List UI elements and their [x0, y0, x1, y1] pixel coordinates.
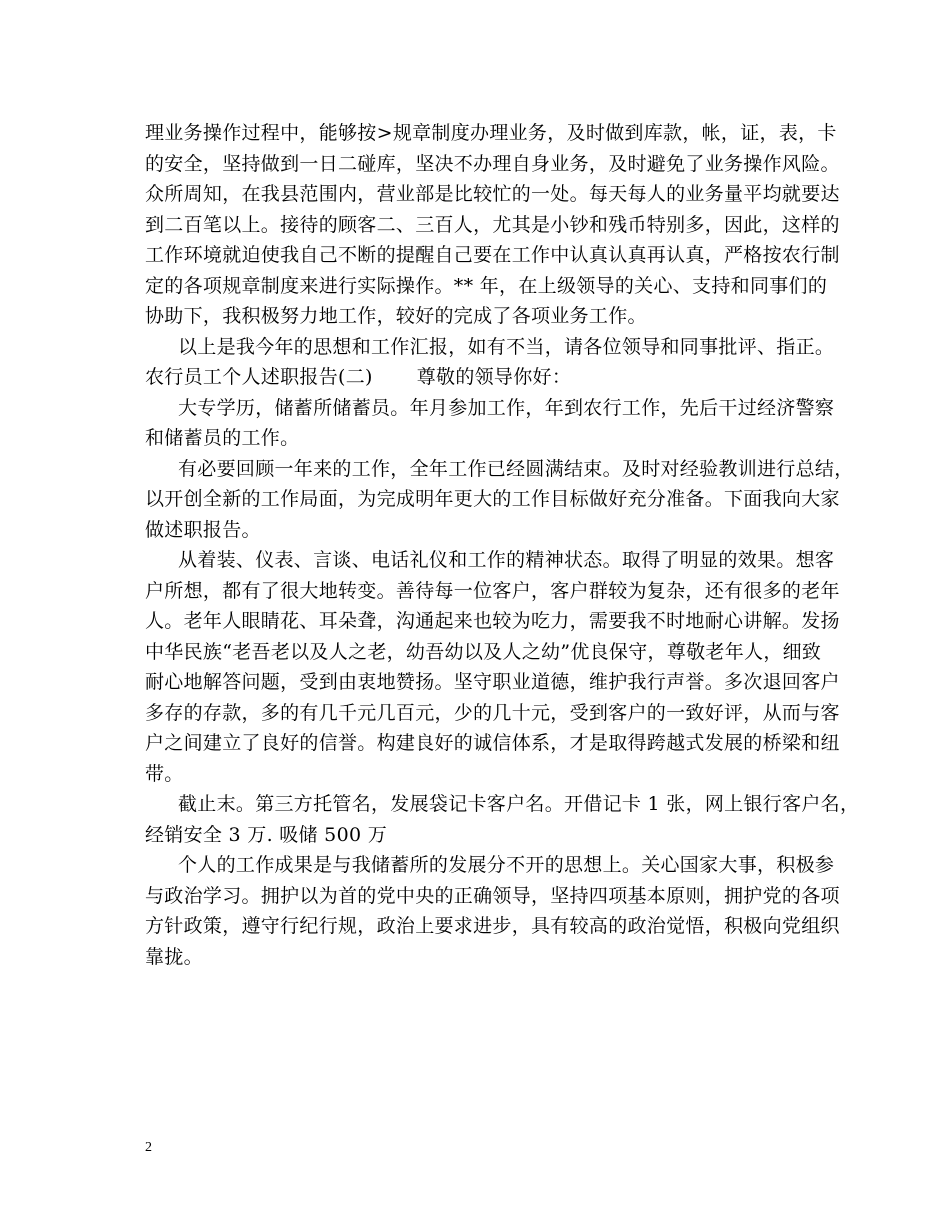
text-line: 经销安全 3 万. 吸储 500 万 — [145, 823, 387, 846]
text-line: 定的各项规章制度来进行实际操作。** 年，在上级领导的关心、支持和同事们的 — [145, 274, 828, 297]
text-line: 以开创全新的工作局面，为完成明年更大的工作目标做好充分准备。下面我向大家 — [145, 488, 840, 510]
text-line: 到二百笔以上。接待的顾客二、三百人，尤其是小钞和残币特别多，因此，这样的 — [145, 213, 840, 236]
text-line: 和储蓄员的工作。 — [145, 427, 300, 449]
text-line: 耐心地解答问题，受到由衷地赞扬。坚守职业道德，维护我行声誉。多次退回客户 — [145, 671, 840, 693]
text-line: 户之间建立了良好的信誉。构建良好的诚信体系，才是取得跨越式发展的桥梁和纽 — [145, 732, 840, 754]
text-line: 有必要回顾一年来的工作，全年工作已经圆满结束。及时对经验教训进行总结， — [178, 457, 854, 480]
text-line: 个人的工作成果是与我储蓄所的发展分不开的思想上。关心国家大事，积极参 — [178, 854, 835, 876]
text-line: 中华民族“老吾老以及人之老，幼吾幼以及人之幼”优良保守，尊敬老年人，细致 — [145, 640, 822, 663]
text-line: 众所周知，在我县范围内，营业部是比较忙的一处。每天每人的业务量平均就要达 — [145, 183, 840, 205]
text-line: 理业务操作过程中，能够按>规章制度办理业务，及时做到库款，帐，证，表，卡 — [145, 122, 837, 144]
text-line: 方针政策，遵守行纪行规，政治上要求进步，具有较高的政治觉悟，积极向党组织 — [145, 915, 840, 937]
text-line: 工作环境就迫使我自己不断的提醒自己要在工作中认真认真再认真，严格按农行制 — [145, 244, 840, 266]
body-text — [145, 118, 860, 972]
page-number: 2 — [145, 1140, 152, 1155]
text-line: 户所想，都有了很大地转变。善待每一位客户，客户群较为复杂，还有很多的老年 — [145, 579, 840, 602]
text-line: 截止末。第三方托管名，发展袋记卡客户名。开借记卡 1 张，网上银行客户名， — [178, 793, 860, 815]
section-title: 农行员工个人述职报告(二) — [145, 366, 373, 388]
text-line: 协助下，我积极努力地工作，较好的完成了各项业务工作。 — [145, 305, 647, 327]
text-line: 与政治学习。拥护以为首的党中央的正确领导，坚持四项基本原则，拥护党的各项 — [145, 884, 840, 907]
salutation: 尊敬的领导你好： — [416, 366, 572, 388]
text-line: 以上是我今年的思想和工作汇报，如有不当，请各位领导和同事批评、指正。 — [178, 335, 835, 358]
text-line: 人。老年人眼睛花、耳朵聋，沟通起来也较为吃力，需要我不时地耐心讲解。发扬 — [145, 610, 840, 632]
section-heading-line — [145, 362, 815, 393]
text-line: 做述职报告。 — [145, 518, 261, 541]
text-line: 多存的存款，多的有几千元几百元，少的几十元，受到客户的一致好评，从而与客 — [145, 701, 840, 724]
text-line: 带。 — [145, 762, 184, 785]
text-line: 从着装、仪表、言谈、电话礼仪和工作的精神状态。取得了明显的效果。想客 — [178, 549, 835, 571]
text-line: 大专学历，储蓄所储蓄员。年月参加工作，年到农行工作，先后干过经济警察 — [178, 396, 835, 419]
text-line: 靠拢。 — [145, 945, 203, 968]
text-line: 的安全，坚持做到一日二碰库，坚决不办理自身业务，及时避免了业务操作风险。 — [145, 152, 840, 175]
